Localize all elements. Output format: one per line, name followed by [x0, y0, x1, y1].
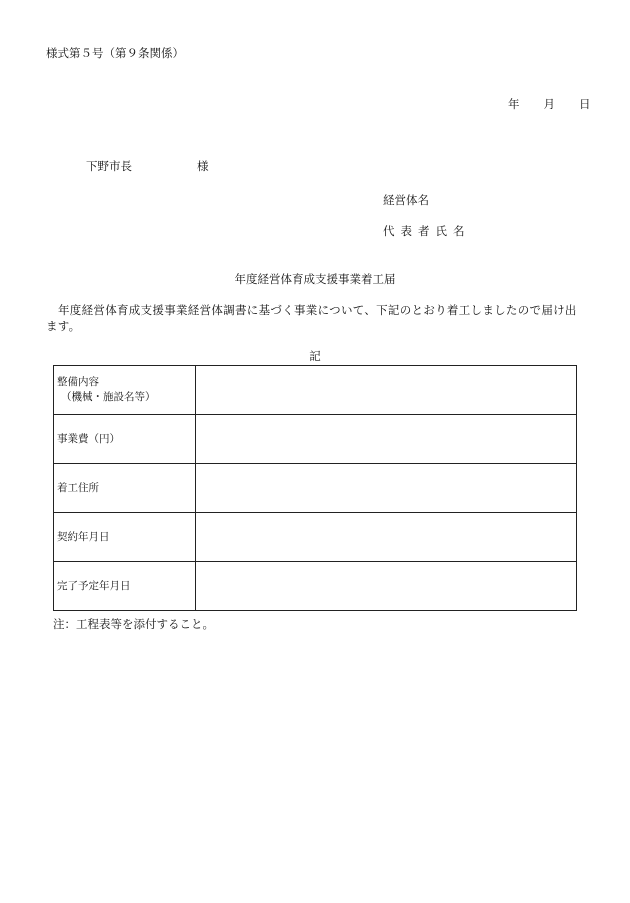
date-month-label: 月 — [543, 97, 555, 111]
note-text: 注：工程表等を添付すること。 — [53, 617, 214, 631]
date-line — [508, 96, 591, 112]
equipment-value-cell[interactable] — [196, 366, 577, 415]
row-label-cell — [54, 513, 196, 562]
entity-name-label: 経営体名 — [383, 193, 429, 207]
document-title: 年度経営体育成支援事業着工届 — [234, 272, 396, 286]
table-row — [54, 415, 577, 464]
row-label: 事業費（円） — [57, 432, 120, 445]
addressee-name: 下野市長 — [86, 159, 132, 173]
details-table — [53, 365, 577, 611]
row-label: 着工住所 — [57, 481, 99, 494]
completion-date-value-cell[interactable] — [196, 562, 577, 611]
table-row — [54, 366, 577, 415]
row-label: 契約年月日 — [57, 530, 110, 543]
date-year-label: 年 — [508, 97, 520, 111]
row-label-cell — [54, 464, 196, 513]
table-row — [54, 464, 577, 513]
contract-date-value-cell[interactable] — [196, 513, 577, 562]
ki-heading: 記 — [309, 349, 321, 363]
date-day-label: 日 — [579, 97, 591, 111]
row-label-cell — [54, 366, 196, 415]
row-label: 完了予定年月日 — [57, 579, 131, 592]
addressee-honorific: 様 — [197, 159, 209, 173]
row-label: 整備内容 — [57, 376, 99, 388]
representative-name-label: 代表者氏名 — [383, 224, 471, 238]
body-text: 年度経営体育成支援事業経営体調書に基づく事業について、下記のとおり着工しましたので届け出ます。 — [46, 303, 577, 333]
address-value-cell[interactable] — [196, 464, 577, 513]
cost-value-cell[interactable] — [196, 415, 577, 464]
form-number: 様式第５号（第９条関係） — [46, 46, 184, 60]
row-label-cell — [54, 415, 196, 464]
table-row — [54, 513, 577, 562]
row-sublabel: （機械・施設名等） — [61, 391, 156, 403]
table-row — [54, 562, 577, 611]
row-label-cell — [54, 562, 196, 611]
